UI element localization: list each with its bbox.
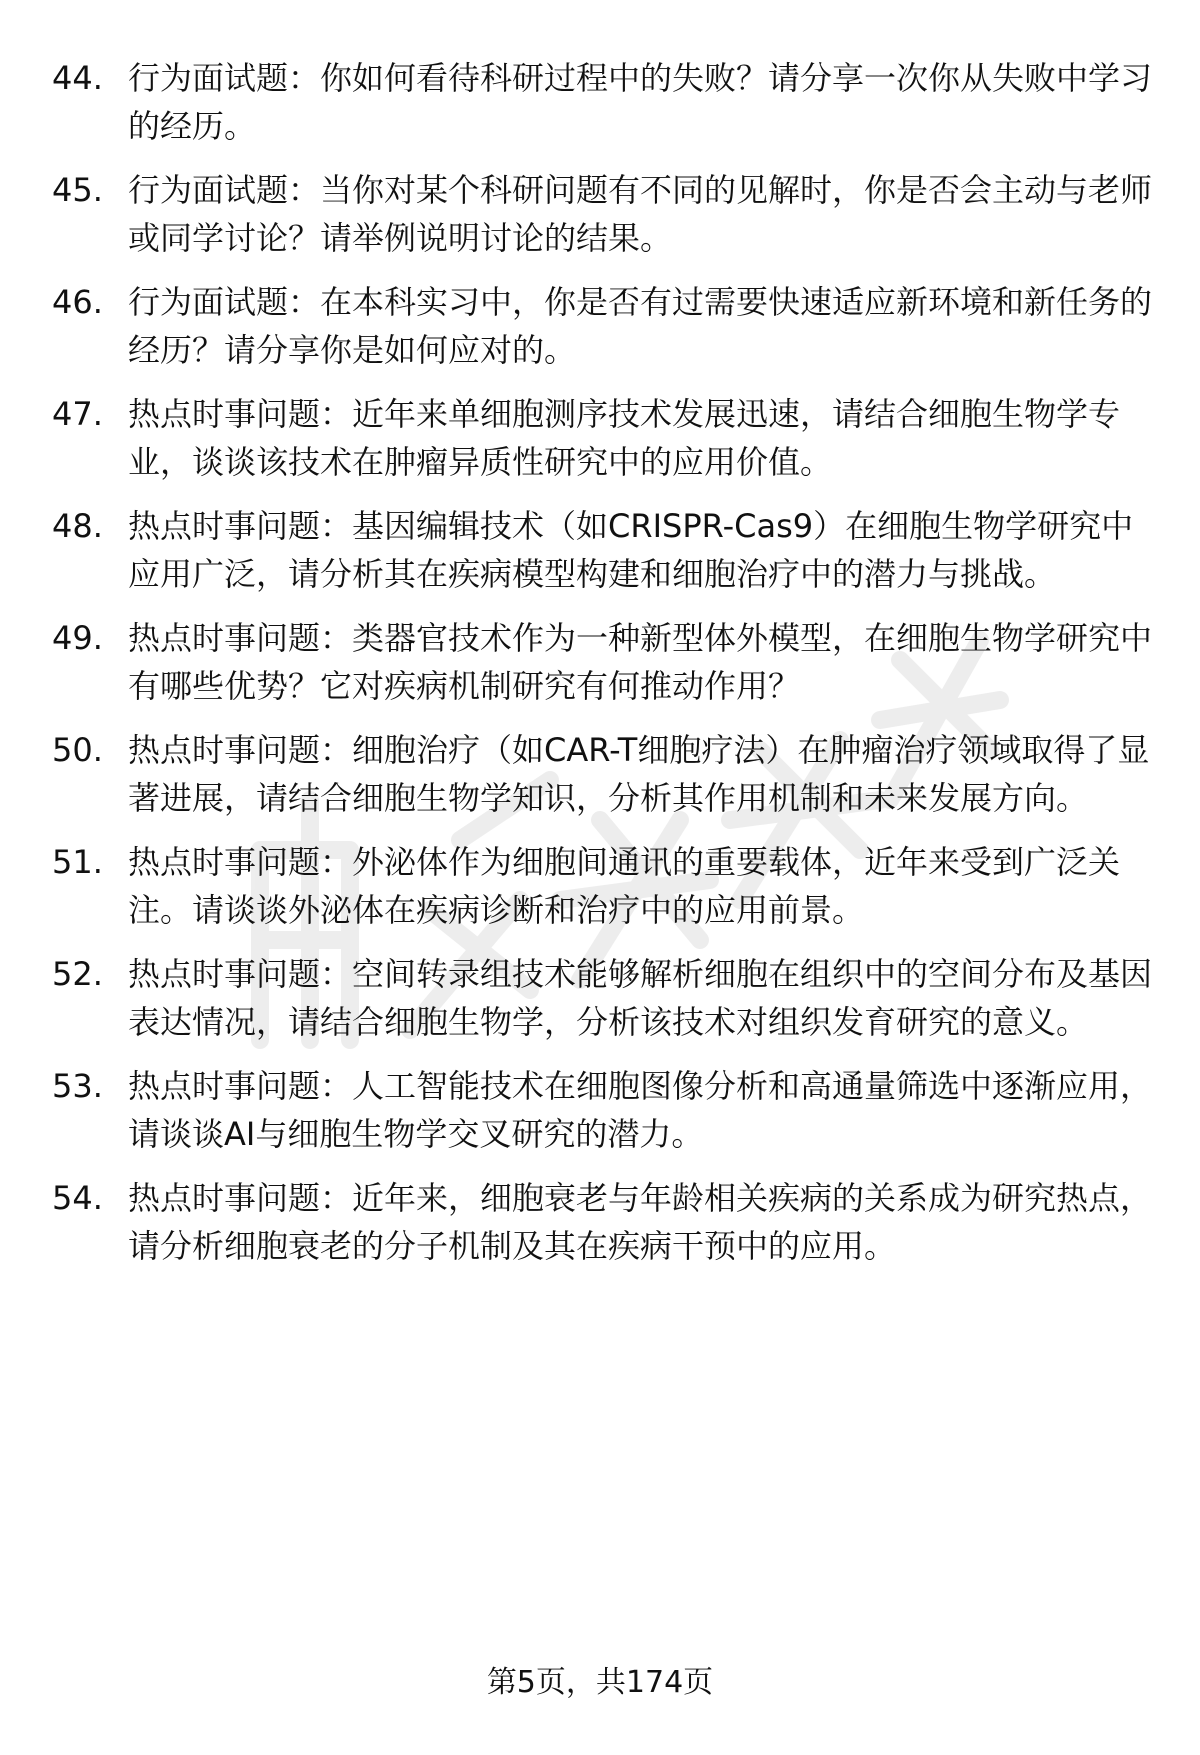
question-text: 热点时事问题：细胞治疗（如CAR-T细胞疗法）在肿瘤治疗领域取得了显著进展，请结合细胞生物学知识，分析其作用机制和未来发展方向。 — [128, 731, 1150, 817]
question-item — [52, 278, 1162, 374]
question-list — [52, 54, 1162, 1286]
question-text: 行为面试题：当你对某个科研问题有不同的见解时，你是否会主动与老师或同学讨论？请举例说明讨论的结果。 — [128, 171, 1153, 257]
question-number: 52. — [52, 955, 103, 993]
question-text: 行为面试题：你如何看待科研过程中的失败？请分享一次你从失败中学习的经历。 — [128, 59, 1153, 145]
question-text: 热点时事问题：人工智能技术在细胞图像分析和高通量筛选中逐渐应用，请谈谈AI与细胞生物学交叉研究的潜力。 — [128, 1067, 1153, 1153]
page-footer — [0, 1663, 1200, 1703]
question-number: 49. — [52, 619, 103, 657]
question-number: 54. — [52, 1179, 103, 1217]
question-item — [52, 390, 1162, 486]
question-text: 热点时事问题：外泌体作为细胞间通讯的重要载体，近年来受到广泛关注。请谈谈外泌体在疾病诊断和治疗中的应用前景。 — [128, 843, 1121, 929]
question-text: 热点时事问题：类器官技术作为一种新型体外模型，在细胞生物学研究中有哪些优势？它对疾病机制研究有何推动作用？ — [128, 619, 1153, 705]
question-item — [52, 838, 1162, 934]
question-text: 行为面试题：在本科实习中，你是否有过需要快速适应新环境和新任务的经历？请分享你是如何应对的。 — [128, 283, 1153, 369]
question-number: 53. — [52, 1067, 103, 1105]
question-item — [52, 54, 1162, 150]
question-text: 热点时事问题：近年来，细胞衰老与年龄相关疾病的关系成为研究热点，请分析细胞衰老的分子机制及其在疾病干预中的应用。 — [128, 1179, 1153, 1265]
question-text: 热点时事问题：空间转录组技术能够解析细胞在组织中的空间分布及基因表达情况，请结合细胞生物学，分析该技术对组织发育研究的意义。 — [128, 955, 1153, 1041]
question-number: 50. — [52, 731, 103, 769]
question-item — [52, 166, 1162, 262]
question-number: 45. — [52, 171, 103, 209]
question-text: 热点时事问题：近年来单细胞测序技术发展迅速，请结合细胞生物学专业，谈谈该技术在肿瘤异质性研究中的应用价值。 — [128, 395, 1121, 481]
question-number: 51. — [52, 843, 103, 881]
question-item — [52, 1174, 1162, 1270]
question-number: 44. — [52, 59, 103, 97]
question-number: 46. — [52, 283, 103, 321]
question-item — [52, 950, 1162, 1046]
question-number: 48. — [52, 507, 103, 545]
page-number-label: 第5页，共174页 — [486, 1665, 714, 1700]
question-number: 47. — [52, 395, 103, 433]
question-text: 热点时事问题：基因编辑技术（如CRISPR-Cas9）在细胞生物学研究中应用广泛，请分析其在疾病模型构建和细胞治疗中的潜力与挑战。 — [128, 507, 1134, 593]
question-item — [52, 726, 1162, 822]
question-item — [52, 502, 1162, 598]
question-item — [52, 1062, 1162, 1158]
question-item — [52, 614, 1162, 710]
